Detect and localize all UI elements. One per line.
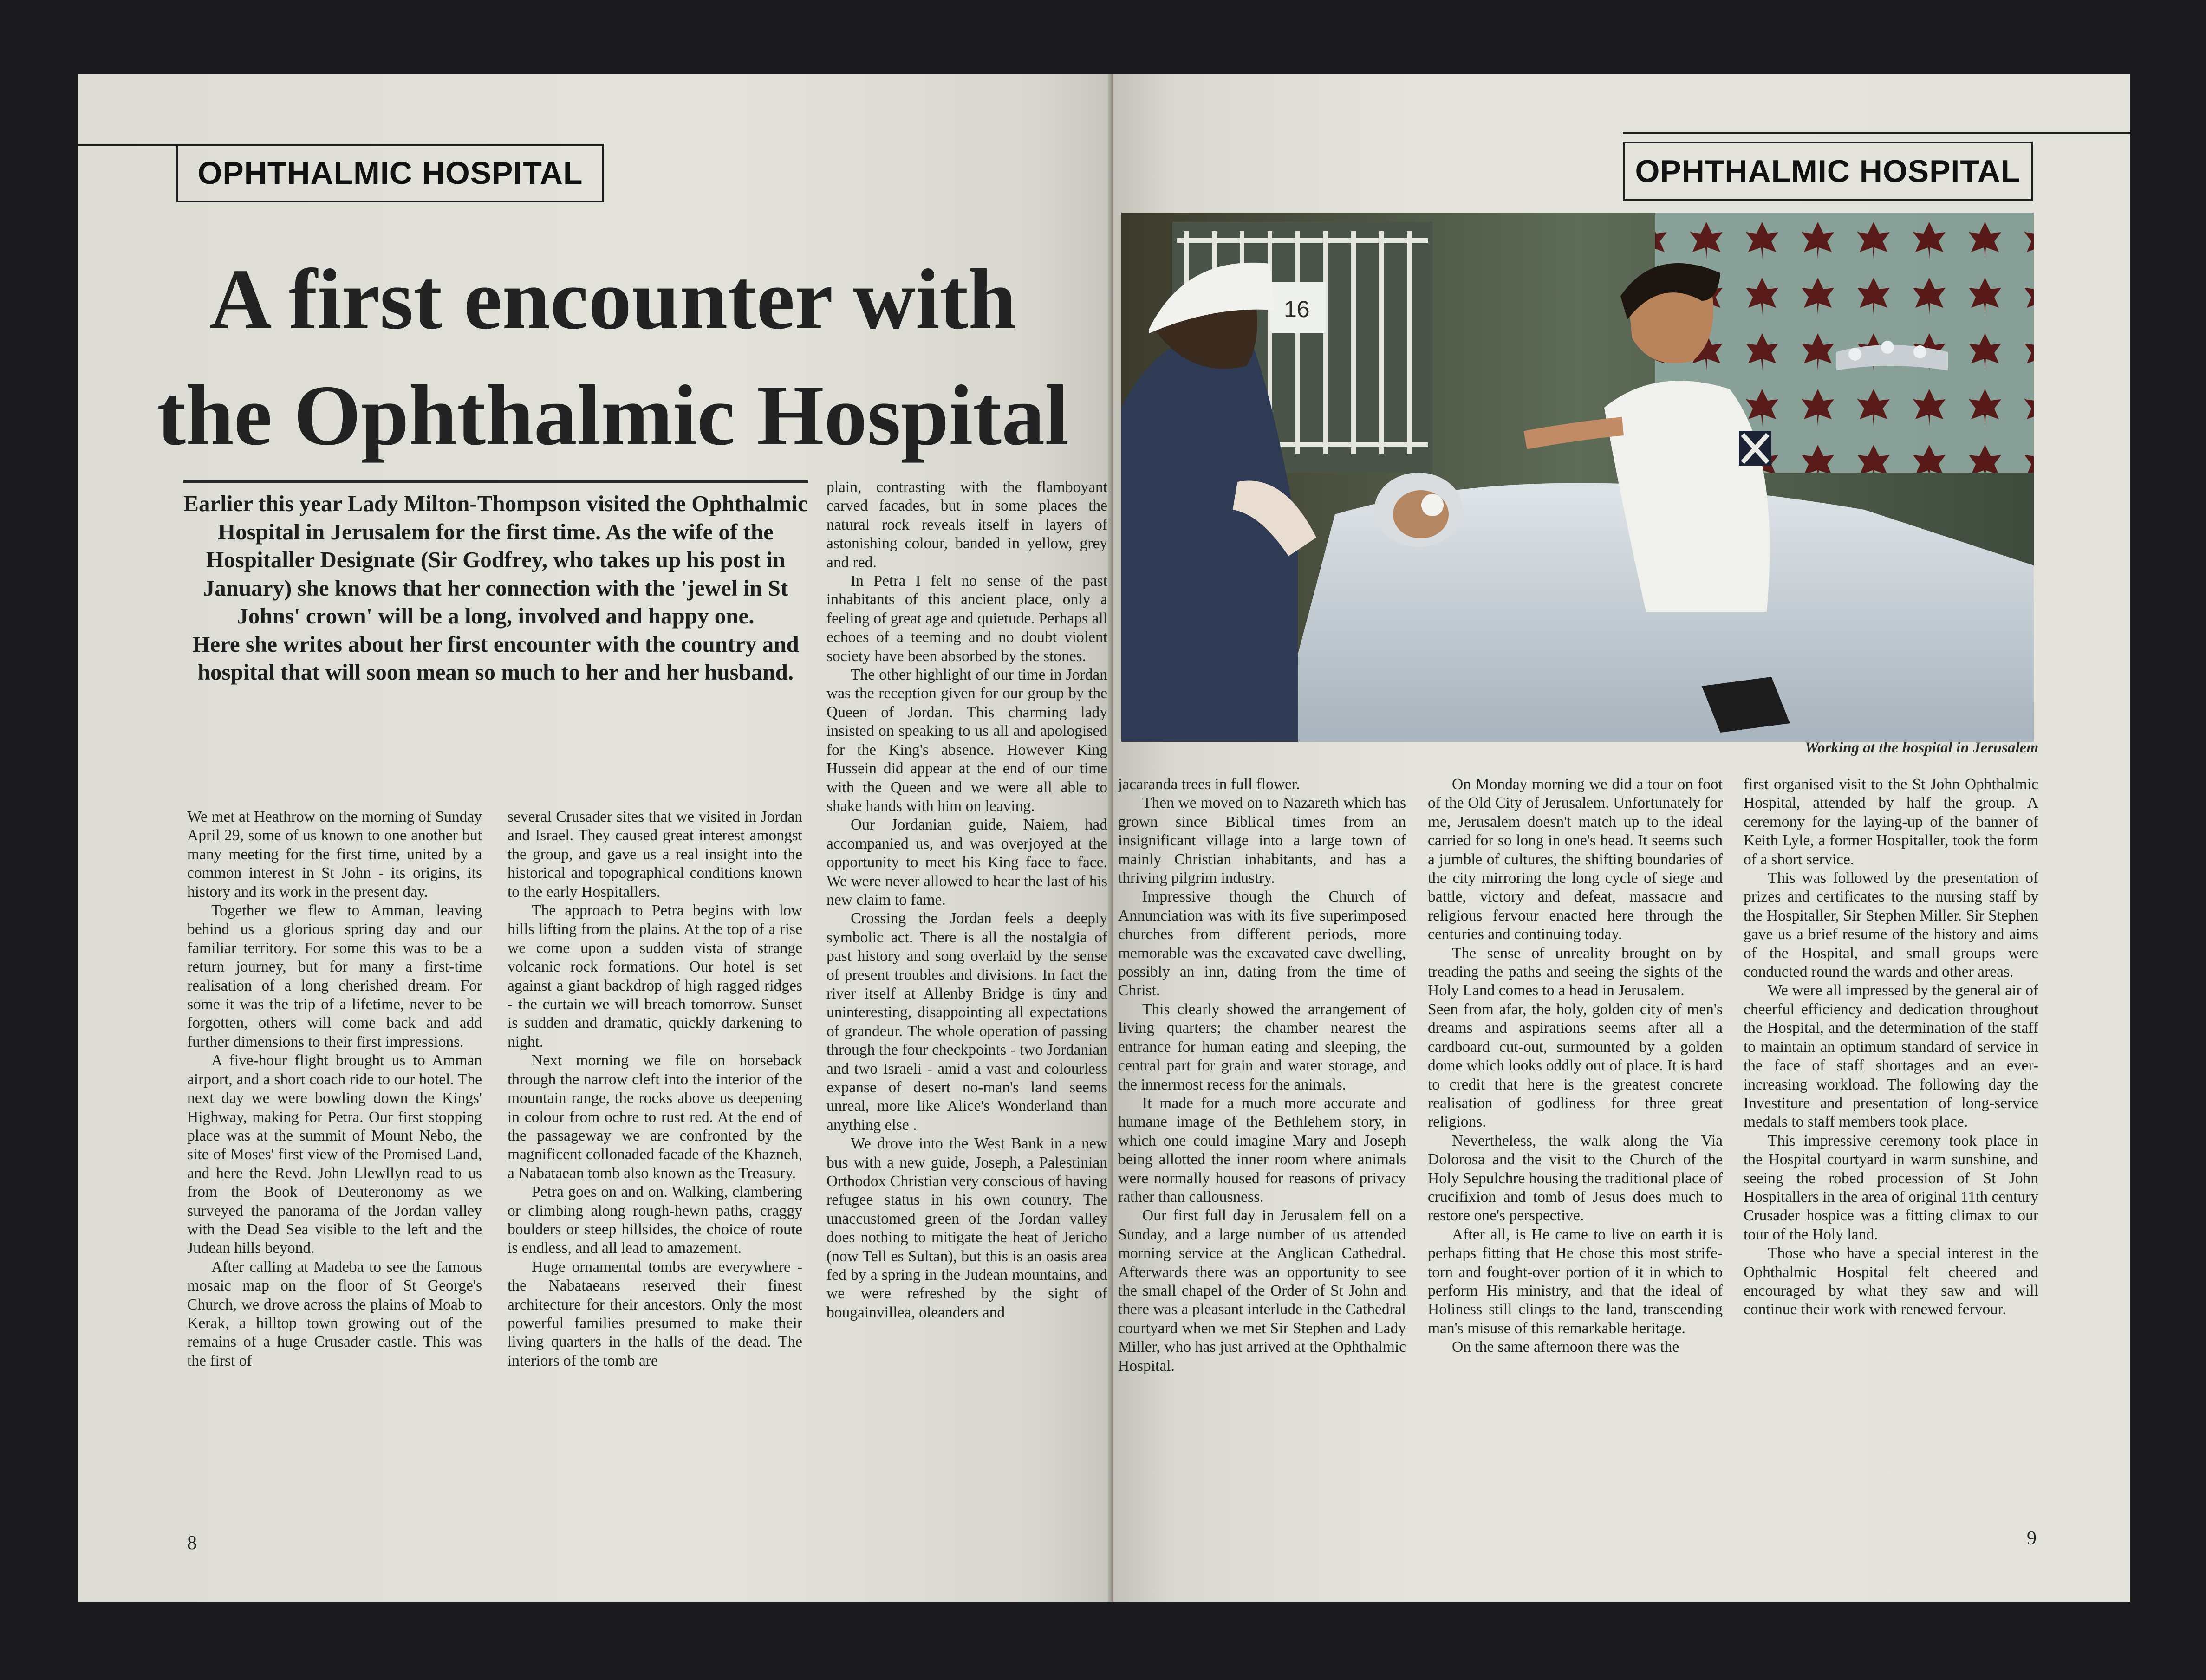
paragraph: Seen from afar, the holy, golden city of men's dreams and aspirations seems after all a cardboard cut-out, surmounted by a golden dome which looks oddly out of place. It is hard to credit that here is the greatest concrete realisation of godliness for three great religions. (1428, 1000, 1723, 1131)
right-column-3 (1744, 775, 2038, 1319)
paragraph: Petra goes on and on. Walking, clambering or climbing along rough-hewn paths, craggy boulders or steep hillsides, the choice of route is endless, and all lead to amazement. (508, 1183, 802, 1257)
paragraph: This impressive ceremony took place in the Hospital courtyard in warm sunshine, and seeing the robed procession of St John Hospitallers in the area of original 11th century Crusader hospice was a fitting climax to our tour of the Holy land. (1744, 1132, 2038, 1243)
paragraph: Together we flew to Amman, leaving behind us a glorious spring day and our familiar territory. For some this was to be a return journey, but for many a first-time realisation of a long cherished dream. For some it was the trip of a lifetime, never to be forgotten, others will come back and add further dimensions to their first impressions. (187, 902, 482, 1051)
paragraph: It made for a much more accurate and humane image of the Bethlehem story, in which one could imagine Mary and Joseph being allotted the inner room where animals were normally housed for reasons of privacy rather than callousness. (1118, 1094, 1406, 1206)
photo-caption: Working at the hospital in Jerusalem (1805, 739, 2038, 756)
standfirst-paragraph-2: Here she writes about her first encounter with the country and hospital that will soon mean so much to her and her husband. (192, 631, 799, 685)
right-column-2 (1428, 775, 1723, 1357)
paragraph: Then we moved on to Nazareth which has grown since Biblical times from an insignificant village into a large town of mainly Christian inhabitants, and has a thriving pilgrim industry. (1118, 794, 1406, 887)
paragraph: Next morning we file on horseback through the narrow cleft into the interior of the mountain range, the rocks above us deepening in colour from ochre to rust red. At the end of the passageway we are confronted by the magnificent collonaded facade of the Khazneh, a Nabataean tomb also known as the Treasury. (508, 1052, 802, 1182)
paragraph: The sense of unreality brought on by treading the paths and seeing the sights of the Holy Land comes to a head in Jerusalem. (1428, 944, 1723, 999)
paragraph: first organised visit to the St John Ophthalmic Hospital, attended by half the group. A ceremony for the laying-up of the banner of Keith Lyle, a former Hospitaller, took the form of a short service. (1744, 776, 2038, 868)
photo-illustration (1121, 213, 2034, 742)
page-number-left: 8 (187, 1532, 197, 1554)
left-column-1 (187, 808, 482, 1370)
paragraph: A five-hour flight brought us to Amman airport, and a short coach ride to our hotel. The next day we were bowling down the Kings' Highway, making for Petra. Our first stopping place was at the summit of Mount Nebo, the site of Moses' first view of the Promised Land, and here the Revd. John Llewllyn read to us from the Book of Deuteronomy as we surveyed the panorama of the Jordan valley with the Dead Sea visible to the left and the Judean hills beyond. (187, 1052, 482, 1257)
paragraph: We met at Heathrow on the morning of Sunday April 29, some of us known to one another but many meeting for the first time, united by a common interest in St John - its origins, its history and its work in the present day. (187, 808, 482, 901)
paragraph: Our first full day in Jerusalem fell on a Sunday, and a large number of us attended morning service at the Anglican Cathedral. Afterwards there was an opportunity to see the small chapel of the Order of St John and there was a pleasant interlude in the Cathedral courtyard when we met Sir Stephen and Lady Miller, who has just arrived at the Ophthalmic Hospital. (1118, 1207, 1406, 1375)
left-column-2 (508, 808, 802, 1370)
cot-number-label: 16 (1284, 296, 1310, 322)
paragraph: Huge ornamental tombs are everywhere - the Nabataeans reserved their finest architecture for their ancestors. Only the most powerful families presumed to make their living quarters in the halls of the dead. The interiors of the tomb are (508, 1258, 802, 1369)
paragraph: This clearly showed the arrangement of living quarters; the chamber nearest the entrance for human eating and sleeping, the central part for grain and water storage, and the innermost recess for the animals. (1118, 1000, 1406, 1093)
paragraph: plain, contrasting with the flamboyant carved facades, but in some places the natural rock reveals itself in layers of astonishing colour, banded in yellow, grey and red. (826, 479, 1107, 571)
standfirst-rule (183, 480, 808, 483)
paragraph: The approach to Petra begins with low hills lifting from the plains. At the top of a rise we come upon a sudden vista of strange volcanic rock formations. Our hotel is set against a giant backdrop of high ragged ridges - the curtain we will breach tomorrow. Sunset is sudden and dramatic, quickly darkening to night. (508, 902, 802, 1051)
section-label-left: OPHTHALMIC HOSPITAL (176, 144, 604, 202)
paragraph: After all, is He came to live on earth it is perhaps fitting that He chose this most strife-torn and fought-over portion of it in which to perform His ministry, and that the ideal of Holiness still clings to the land, transcending man's misuse of this remarkable heritage. (1428, 1226, 1723, 1337)
paragraph: Impressive though the Church of Annunciation was with its five superimposed churches from different periods, more memorable was the excavated cave dwelling, possibly an inn, dating from the time of Christ. (1118, 888, 1406, 999)
article-headline (107, 241, 1119, 474)
paragraph: jacaranda trees in full flower. (1118, 776, 1300, 793)
standfirst (183, 490, 808, 687)
paragraph: Our Jordanian guide, Naiem, had accompanied us, and was overjoyed at the opportunity to meet his King face to face. We were never allowed to hear the last of his new claim to fame. (826, 816, 1107, 908)
paragraph: On the same afternoon there was the (1452, 1338, 1679, 1356)
paragraph: In Petra I felt no sense of the past inhabitants of this ancient place, only a feeling of great age and quietude. Perhaps all echoes of a teeming and no doubt violent society have been absorbed by the stones. (826, 572, 1107, 665)
header-rule-right (1623, 132, 2130, 134)
paragraph: Crossing the Jordan feels a deeply symbolic act. There is all the nostalgia of past history and song overlaid by the sense of present troubles and divisions. In fact the river itself at Allenby Bridge is tiny and uninteresting, disappointing all expectations of grandeur. The whole operation of passing through the four checkpoints - two Jordanian and two Israeli - amid a vast and colourless expanse of desert no-man's land seems unreal, more like Alice's Wonderland than anything else . (826, 910, 1107, 1134)
paragraph: several Crusader sites that we visited in Jordan and Israel. They caused great interest amongst the group, and gave us a real insight into the historical and topographical conditions known to the early Hospitallers. (508, 808, 802, 901)
standfirst-paragraph-1: Earlier this year Lady Milton-Thompson visited the Ophthalmic Hospital in Jerusalem for the first time. As the wife of the Hospitaller Designate (Sir Godfrey, who takes up his post in January) she knows that her connection with the 'jewel in St Johns' crown' will be a long, involved and happy one. (183, 491, 808, 629)
paragraph: This was followed by the presentation of prizes and certificates to the nursing staff by the Hospitaller, Sir Stephen Miller. Sir Stephen gave us a brief resume of the history and aims of the Hospital, and small groups were conducted round the wards and other areas. (1744, 869, 2038, 981)
paragraph: We drove into the West Bank in a new bus with a new guide, Joseph, a Palestinian Orthodox Christian very conscious of having refugee status in his own country. The unaccustomed green of the Jordan valley does nothing to mitigate the heat of Jericho (now Tell es Sultan), but this is an oasis area fed by a spring in the Judean mountains, and we were refreshed by the sight of bougainvillea, oleanders and (826, 1135, 1107, 1321)
paragraph: After calling at Madeba to see the famous mosaic map on the floor of St George's Church, we drove across the plains of Moab to Kerak, a hilltop town growing out of the remains of a huge Crusader castle. This was the first of (187, 1258, 482, 1369)
paragraph: The other highlight of our time in Jordan was the reception given for our group by the Queen of Jordan. This charming lady insisted on speaking to us all and apologised for the King's absence. However King Hussein did appear at the end of our time with the Queen and we were all able to shake hands with him on leaving. (826, 666, 1107, 815)
hospital-ward-photo (1121, 213, 2034, 742)
headline-line-1: A first encounter with (209, 252, 1016, 347)
paragraph: Those who have a special interest in the Ophthalmic Hospital felt cheered and encouraged by what they saw and will continue their work with renewed fervour. (1744, 1245, 2038, 1318)
section-label-right: OPHTHALMIC HOSPITAL (1623, 142, 2033, 201)
headline-line-2: the Ophthalmic Hospital (157, 368, 1069, 463)
paragraph: On Monday morning we did a tour on foot of the Old City of Jerusalem. Unfortunately for me, Jerusalem doesn't match up to the ideal carried for so long in one's head. It seems such a jumble of cultures, the shifting boundaries of the city mirroring the long cycle of siege and battle, victory and defeat, massacre and religious fervour enacted here through the centuries and continuing today. (1428, 776, 1723, 943)
paragraph: Nevertheless, the walk along the Via Dolorosa and the visit to the Church of the Holy Sepulchre housing the traditional place of crucifixion and tomb of Jesus does much to restore one's perspective. (1428, 1132, 1723, 1225)
left-column-3 (826, 478, 1107, 1322)
page-number-right: 9 (2027, 1528, 2037, 1549)
paragraph: We were all impressed by the general air of cheerful efficiency and dedication throughout the Hospital, and the determination of the staff to maintain an optimum standard of service in the face of staff shortages and an ever-increasing workload. The following day the Investiture and presentation of long-service medals to staff members took place. (1744, 982, 2038, 1131)
right-column-1 (1118, 775, 1406, 1375)
